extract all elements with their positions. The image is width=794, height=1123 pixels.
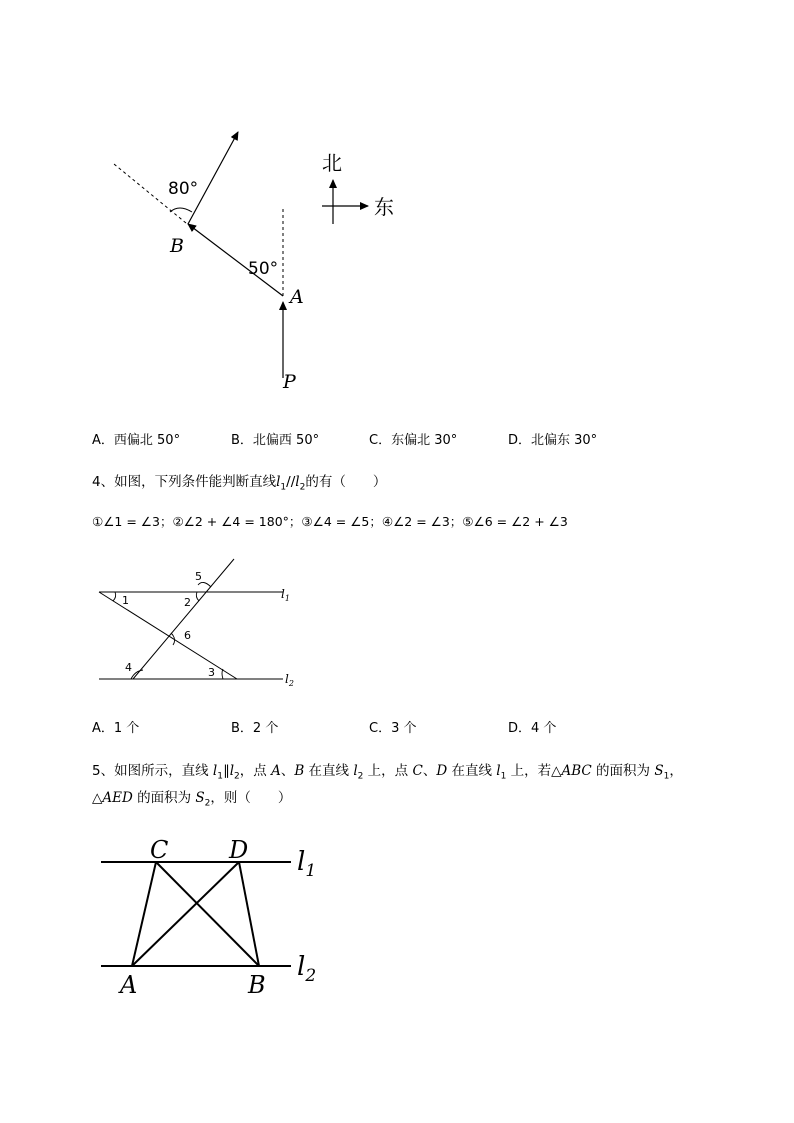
transversal-2 [133,559,234,679]
segment-cb [156,862,259,966]
label-l1: $l_1$ [297,847,317,881]
q5-text: 5、如图所示，直线 [92,763,213,779]
q4-question [92,470,386,493]
q5-text: 的面积为 [591,763,655,779]
q5-var-l: l [229,763,235,779]
q4-l1-sub: 1 [280,482,287,493]
q4-l2: l [295,474,300,490]
label-l2: $l_2$ [285,672,294,688]
q5-var-l: l [353,763,358,779]
compass-north-label: 北 [322,151,342,175]
q5-text: △ [92,790,103,806]
q5-var-a: A [271,763,281,779]
point-label-d: D [229,836,249,864]
q5-var-aed: AED [102,790,133,806]
q4-suffix: 的有（ ） [305,474,387,490]
point-label-a: A [290,286,304,308]
q5-text: 上，若△ [506,763,562,779]
angle-num-3: 3 [208,666,215,679]
angle-num-4: 4 [125,661,132,674]
q5-text: ，则（ ） [210,790,292,806]
q4-option-d[interactable]: D．4 个 [508,721,557,736]
q4-option-b[interactable]: B．2 个 [231,721,279,736]
point-label-b: B [170,235,184,257]
q4-l1: l [276,474,281,490]
q5-question-line2 [92,786,291,809]
q5-var-s: S [195,790,205,806]
point-label-a: A [120,971,138,999]
q5-var-abc: ABC [561,763,592,779]
label-l2: $l_2$ [297,952,317,986]
angle-num-2: 2 [184,596,191,609]
q5-text: ，点 [239,763,272,779]
point-label-p: P [283,371,296,393]
q4-l2-sub: 2 [299,482,306,493]
q5-text: 在直线 [447,763,497,779]
angle-label-50: 50° [248,259,279,279]
angle-arc-5 [198,582,211,587]
label-l1: $l_1$ [281,587,290,603]
q3-option-b[interactable]: B．北偏西 50° [231,433,320,448]
q4-figure [95,555,315,695]
q5-question-line1 [92,759,683,782]
angle-num-1: 1 [122,594,129,607]
q5-sub: 2 [357,771,364,782]
q5-text: ， [669,763,683,779]
q5-sub: 1 [663,771,670,782]
q5-var-d: D [436,763,448,779]
q4-option-a[interactable]: A．1 个 [92,721,140,736]
q5-sub: 2 [204,798,211,809]
segment-ca [132,862,156,966]
segment-b-out [188,132,238,224]
q5-sub: 2 [234,771,240,782]
q4-parallel: // [286,474,296,490]
q5-parallel: ∥ [222,763,230,779]
q5-var-l: l [496,763,501,779]
q3-option-a[interactable]: A．西偏北 50° [92,433,181,448]
transversal-1 [99,592,237,679]
q5-sub: 1 [217,771,223,782]
point-label-c: C [150,836,169,864]
q5-text: 、 [422,763,437,779]
q5-var-b: B [294,763,305,779]
q5-var-c: C [412,763,423,779]
angle-num-6: 6 [184,629,191,642]
q4-option-c[interactable]: C．3 个 [369,721,417,736]
angle-arc-b [170,208,192,212]
angle-arc-3 [222,669,223,679]
q4-prefix: 4、如图，下列条件能判断直线 [92,474,277,490]
q5-figure [95,830,335,1005]
q5-var-l: l [212,763,218,779]
q5-sub: 1 [500,771,507,782]
q3-option-d[interactable]: D．北偏东 30° [508,433,598,448]
angle-arc-2 [196,592,199,601]
q5-text: 的面积为 [132,790,196,806]
compass-east-label: 东 [374,195,394,219]
segment-da [132,862,239,966]
q5-var-s: S [654,763,664,779]
q5-text: 在直线 [304,763,354,779]
segment-db [239,862,259,966]
angle-num-5: 5 [195,570,202,583]
q3-option-c[interactable]: C．东偏北 30° [369,433,458,448]
angle-label-80: 80° [168,179,199,199]
direction-figure [100,120,420,400]
q5-text: 、 [280,763,295,779]
q4-conditions: ①∠1 = ∠3；②∠2 + ∠4 = 180°；③∠4 = ∠5；④∠2 = ∠3；⑤∠6 = ∠2 + ∠3 [92,514,568,529]
q5-text: 上，点 [363,763,413,779]
point-label-b: B [248,971,266,999]
angle-arc-1 [113,592,116,601]
